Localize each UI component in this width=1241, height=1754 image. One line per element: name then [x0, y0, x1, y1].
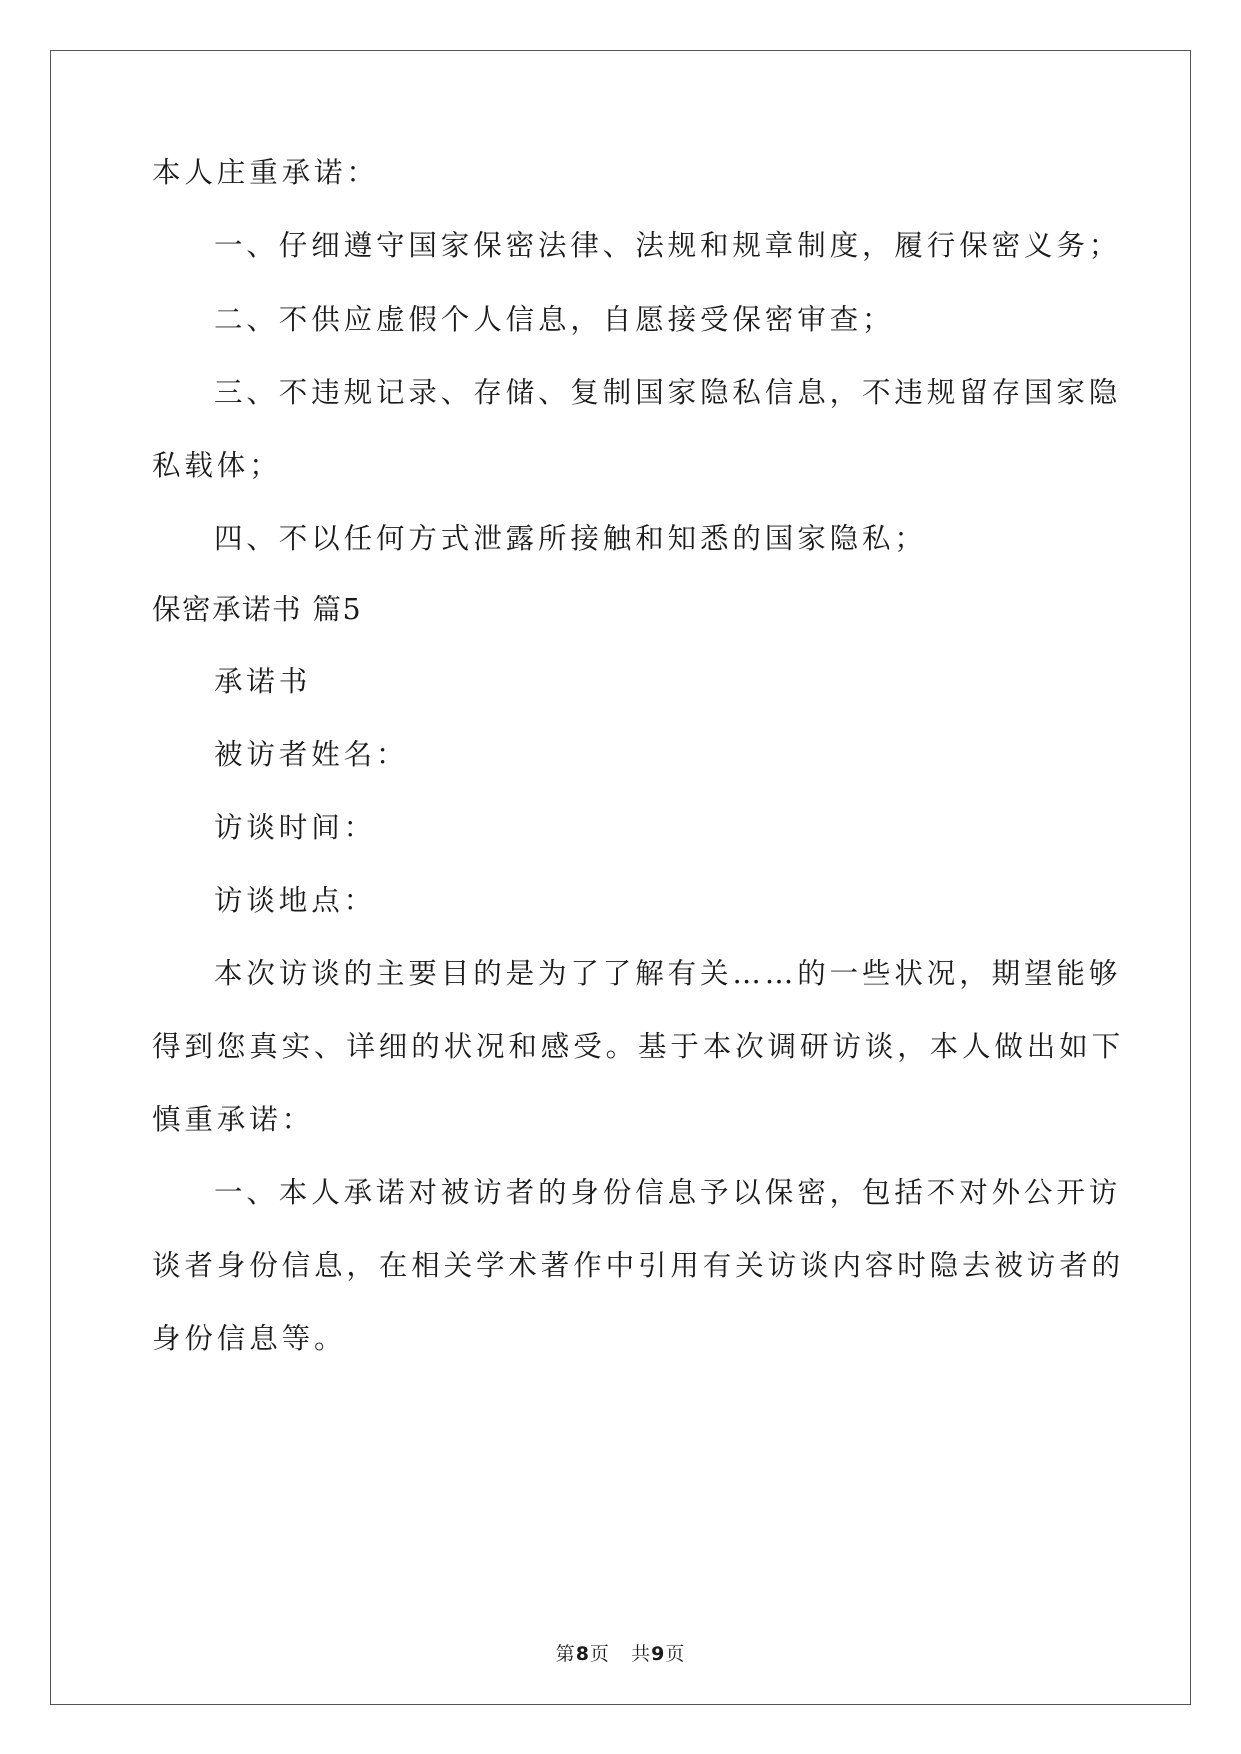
page-label-suffix: 页	[589, 1643, 610, 1665]
paragraph-line: 一、本人承诺对被访者的身份信息予以保密，包括不对外公开访	[214, 1176, 1122, 1209]
section-heading: 保密承诺书 篇5	[152, 593, 363, 626]
total-label-suffix: 页	[665, 1643, 686, 1665]
paragraph-line: 承诺书	[214, 665, 312, 698]
page-border	[50, 50, 1191, 1705]
paragraph-line: 三、不违规记录、存储、复制国家隐私信息，不违规留存国家隐	[214, 376, 1122, 409]
page-label-prefix: 第	[555, 1643, 576, 1665]
paragraph-line: 得到您真实、详细的状况和感受。基于本次调研访谈，本人做出如下	[152, 1030, 1125, 1063]
paragraph-line: 私载体；	[152, 449, 282, 482]
paragraph-line: 二、不供应虚假个人信息，自愿接受保密审查；	[214, 303, 895, 336]
paragraph-line: 谈者身份信息，在相关学术著作中引用有关访谈内容时隐去被访者的	[152, 1249, 1125, 1282]
paragraph-line: 四、不以任何方式泄露所接触和知悉的国家隐私；	[214, 522, 927, 555]
total-label-prefix: 共	[631, 1643, 652, 1665]
page-footer	[0, 1640, 1241, 1668]
page-number: 8	[575, 1643, 590, 1665]
paragraph-line: 身份信息等。	[152, 1322, 347, 1355]
paragraph-line: 本次访谈的主要目的是为了了解有关……的一些状况，期望能够	[214, 957, 1122, 990]
paragraph-line: 访谈地点：	[214, 884, 377, 917]
paragraph-line: 慎重承诺：	[152, 1103, 315, 1136]
paragraph-line: 被访者姓名：	[214, 738, 409, 771]
paragraph-line: 访谈时间：	[214, 811, 377, 844]
total-pages: 9	[651, 1643, 666, 1665]
paragraph-line: 本人庄重承诺：	[152, 156, 379, 189]
paragraph-line: 一、仔细遵守国家保密法律、法规和规章制度，履行保密义务；	[214, 229, 1122, 262]
